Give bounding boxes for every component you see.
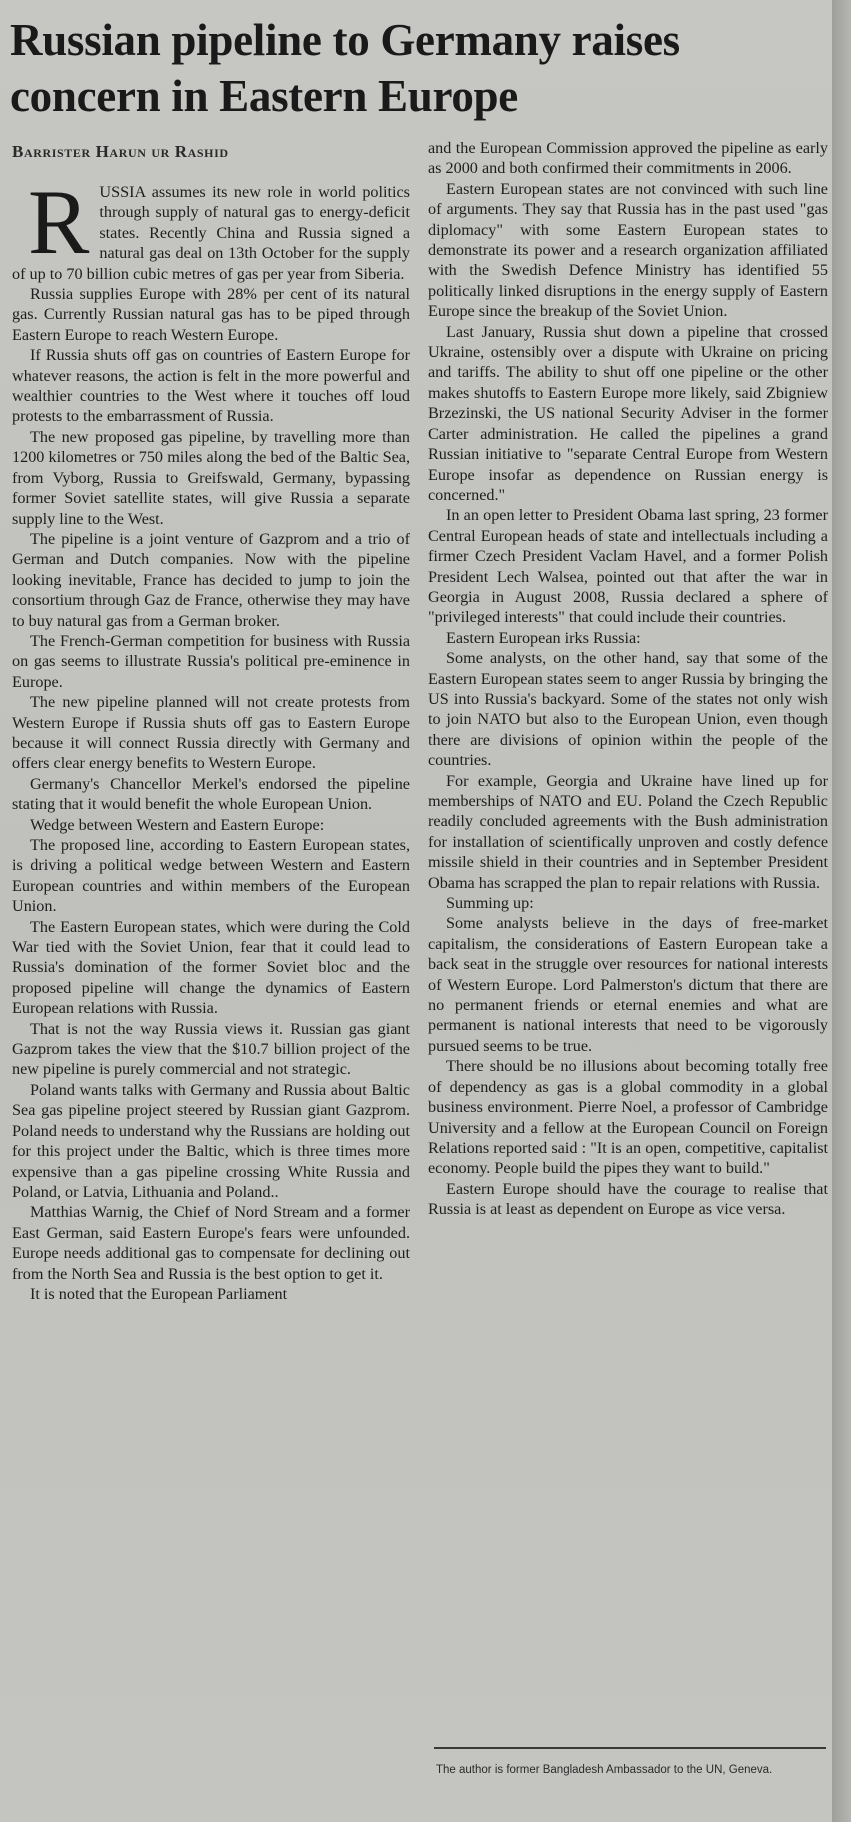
paragraph: The new proposed gas pipeline, by travelling more than 1200 kilometres or 750 miles along the bed of the Baltic Sea, from Vyborg, Russia to Greifswald, Germany, bypassing former Soviet satellite states, will give Russia a separate supply line to the West. <box>12 427 410 528</box>
paragraph: If Russia shuts off gas on countries of Eastern Europe for whatever reasons, the action is felt in the more powerful and wealthier countries to the West where it touches off loud protests to the embarrassment of Russia. <box>12 346 410 426</box>
paragraph: It is noted that the European Parliament <box>30 1284 288 1303</box>
paragraph: Some analysts believe in the days of free-market capitalism, the considerations of Eastern European take a back seat in the struggle over resources for national interests of Western Europe. Lord Palmerston's dictum that there are no permanent friends or eternal enemies and what are permanent is national interests that need to be vigorously pursued seems to be true. <box>428 914 828 1055</box>
paragraph: Eastern Europe should have the courage to realise that Russia is at least as dependent on Europe as vice versa. <box>428 1179 828 1219</box>
paragraph: For example, Georgia and Ukraine have lined up for memberships of NATO and EU. Poland the Czech Republic readily concluded agreements with the Bush administration for installation of scientifically unproven and costly defence missile shield in their countries and in September President Obama has scrapped the plan to repair relations with Russia. <box>428 771 828 892</box>
paragraph: The Eastern European states, which were during the Cold War tied with the Soviet Union, fear that it could lead to Russia's domination of the former Soviet bloc and the proposed pipeline will change the dynamics of Eastern European relations with Russia. <box>12 917 410 1018</box>
paragraph: There should be no illusions about becoming totally free of dependency as gas is a global commodity in a global business environment. Pierre Noel, a professor of Cambridge University and a fellow at the European Council on Foreign Relations reported said : "It is an open, competitive, capitalist economy. People build the pipes they want to build." <box>428 1057 828 1178</box>
paragraph: and the European Commission approved the pipeline as early as 2000 and both confirmed their commitments in 2006. <box>428 139 828 178</box>
paragraph: The pipeline is a joint venture of Gazprom and a trio of German and Dutch companies. Now with the pipeline looking inevitable, France has decided to jump to join the consortium through Gaz de France, otherwise they may have to buy natural gas from a German broker. <box>12 529 410 630</box>
paragraph: Russia supplies Europe with 28% per cent of its natural gas. Currently Russian natural gas has to be piped through Eastern Europe to reach Western Europe. <box>12 285 410 344</box>
byline: Barrister Harun ur Rashid <box>12 142 229 161</box>
paragraph: Last January, Russia shut down a pipeline that crossed Ukraine, ostensibly over a dispute with Ukraine on pricing and tariffs. The ability to shut off one pipeline or the other makes shutoffs to Eastern Europe more likely, said Zbigniew Brzezinski, the US national Security Adviser in the former Carter administration. He called the pipelines a grand Russian initiative to "separate Central Europe from Western Europe insofar as dependence on Russian energy is concerned." <box>428 322 828 504</box>
paragraph: That is not the way Russia views it. Russian gas giant Gazprom takes the view that the $10.7 billion project of the new pipeline is purely commercial and not strategic. <box>12 1019 410 1079</box>
paragraph: The new pipeline planned will not create protests from Western Europe if Russia shuts off gas to Eastern Europe because it will connect Russia directly with Germany and offers clear energy benefits to Western Europe. <box>12 693 410 773</box>
author-footnote: The author is former Bangladesh Ambassador to the UN, Geneva. <box>436 1764 773 1776</box>
subheading: Summing up: <box>446 894 534 913</box>
paragraph: Poland wants talks with Germany and Russia about Baltic Sea gas pipeline project steered by Russian giant Gazprom. Poland needs to understand why the Russians are holding out for this project under the Baltic, which is three times more expensive than a gas pipeline crossing White Russia and Poland, or Latvia, Lithuania and Poland.. <box>12 1080 410 1201</box>
drop-cap: R <box>28 171 90 273</box>
headline: Russian pipeline to Germany raises concern in Eastern Europe <box>10 15 680 121</box>
lead-paragraph: RUSSIA assumes its new role in world politics through supply of natural gas to energy-deficit states. Recently China and Russia signed a natural gas deal on 13th October for the supply of up to 70 billion cubic metres of gas per year from Siberia. <box>12 171 410 283</box>
page-edge <box>832 0 851 1822</box>
subheading: Wedge between Western and Eastern Europe: <box>30 815 325 834</box>
footnote-divider <box>434 1747 826 1749</box>
paragraph: Matthias Warnig, the Chief of Nord Stream and a former East German, said Eastern Europe's fears were unfounded. Europe needs additional gas to compensate for declining out from the North Sea and Russia is the best option to get it. <box>12 1203 410 1283</box>
paragraph: The French-German competition for business with Russia on gas seems to illustrate Russia's political pre-eminence in Europe. <box>12 631 410 691</box>
paragraph: The proposed line, according to Eastern European states, is driving a political wedge between Western and Eastern European countries and within members of the European Union. <box>12 836 410 916</box>
article-column-2 <box>428 138 828 1220</box>
paragraph: Germany's Chancellor Merkel's endorsed the pipeline stating that it would benefit the whole European Union. <box>12 774 410 814</box>
paragraph: Some analysts, on the other hand, say that some of the Eastern European states seem to anger Russia by bringing the US into Russia's backyard. Some of the states not only wish to join NATO but also to the European Union, even though there are divisions of opinion within the people of the countries. <box>428 649 828 770</box>
paragraph: Eastern European states are not convinced with such line of arguments. They say that Russia has in the past used "gas diplomacy" with some Eastern European states to demonstrate its power and a research organization affiliated with the Swedish Defence Ministry has identified 55 politically linked disruptions in the energy supply of Eastern Europe since the breakup of the Soviet Union. <box>428 179 828 321</box>
subheading: Eastern European irks Russia: <box>446 628 641 647</box>
article-column-1 <box>12 171 410 1304</box>
paragraph: In an open letter to President Obama last spring, 23 former Central European heads of state and intellectuals including a firmer Czech President Vaclam Havel, and a former Polish President Lech Walsea, pointed out that after the war in Georgia in August 2008, Russia declared a sphere of "privileged interests" that could include their countries. <box>428 506 828 627</box>
